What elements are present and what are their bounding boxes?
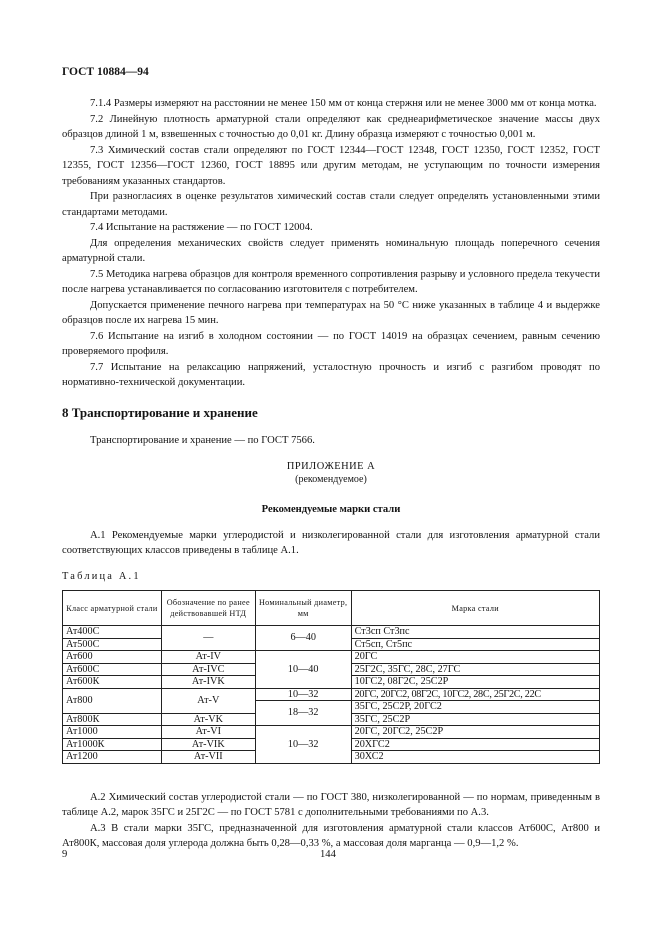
header-class: Класс арматурной стали xyxy=(63,591,162,626)
grade-cell: 20ХГС2 xyxy=(351,738,599,751)
ntd-cell: Ат-VII xyxy=(161,751,255,764)
class-cell: Ат600 xyxy=(63,651,162,664)
appendix-heading: Рекомендуемые марки стали xyxy=(261,504,401,515)
paragraph-7-6: 7.6 Испытание на изгиб в холодном состоянии — по ГОСТ 14019 на образцах сечением, равным сечению проверяемого профиля. xyxy=(62,330,600,357)
table-row xyxy=(63,688,600,701)
paragraph-7-3: 7.3 Химический состав стали определяют по ГОСТ 12344—ГОСТ 12348, ГОСТ 12350, ГОСТ 12352, ГОСТ 12355, ГОСТ 12356—ГОСТ 12360, ГОСТ 18895 или другим методам, не уступающим по точности измерения требованиям указанных стандартов. xyxy=(62,144,600,187)
ntd-cell: Ат-IVK xyxy=(161,676,255,689)
ntd-cell: Ат-VK xyxy=(161,713,255,726)
class-cell: Ат600С xyxy=(63,663,162,676)
document-body xyxy=(62,96,600,852)
diameter-cell: 10—32 xyxy=(255,688,351,701)
class-cell: Ат500С xyxy=(63,638,162,651)
class-cell: Ат1200 xyxy=(63,751,162,764)
diameter-cell: 10—32 xyxy=(255,726,351,764)
paragraph-7-5-note: Допускается применение печного нагрева при температурах на 50 °С ниже указанных в таблице 4 и выдержке образцов после их нагрева 15 мин. xyxy=(62,299,600,326)
ntd-cell: Ат-IVC xyxy=(161,663,255,676)
section-8-text: Транспортирование и хранение — по ГОСТ 7566. xyxy=(90,434,315,446)
diameter-cell: 18—32 xyxy=(255,701,351,726)
header-diameter: Номинальный диаметр, мм xyxy=(255,591,351,626)
class-cell: Ат800К xyxy=(63,713,162,726)
paragraph-7-1-4: 7.1.4 Размеры измеряют на расстоянии не менее 150 мм от конца стержня или не менее 3000 мм от конца мотка. xyxy=(90,98,597,109)
paragraph-a-3: А.3 В стали марки 35ГС, предназначенной для изготовления арматурной стали классов Ат600С, Ат800 и Ат800К, массовая доля углерода должна быть 0,28—0,33 %, а массовая доля марганца — 0,9—1,2 %. xyxy=(62,822,600,849)
class-cell: Ат600К xyxy=(63,676,162,689)
table-header-row xyxy=(63,591,600,626)
grade-cell: 20ГС xyxy=(351,651,599,664)
grade-cell: 10ГС2, 08Г2С, 25С2Р xyxy=(351,676,599,689)
diameter-cell: 10—40 xyxy=(255,651,351,689)
appendix-title: ПРИЛОЖЕНИЕ А xyxy=(286,461,376,472)
ntd-cell: Ат-IV xyxy=(161,651,255,664)
paragraph-7-4: 7.4 Испытание на растяжение — по ГОСТ 12004. xyxy=(90,222,313,233)
grade-cell: Ст3сп Ст3пс xyxy=(351,626,599,639)
paragraph-a-2: А.2 Химический состав углеродистой стали — по ГОСТ 380, низколегированной — по нормам, приведенным в таблице А.2, марок 35ГС и 25Г2С — по ГОСТ 5781 с дополнительными требованиями по А.3. xyxy=(62,791,600,818)
grade-cell: 25Г2С, 35ГС, 28С, 27ГС xyxy=(351,663,599,676)
section-8-title: 8 Транспортирование и хранение xyxy=(62,404,258,420)
grade-cell: 20ГС, 20ГС2, 08Г2С, 10ГС2, 28С, 25Г2С, 22С xyxy=(351,688,599,701)
paragraph-7-2: 7.2 Линейную плотность арматурной стали определяют как среднеарифметическое значение массы двух образцов длиной 1 м, взвешенных с точностью до 0,01 кг. Длину образца измеряют с точностью 0,001 м. xyxy=(62,113,600,140)
class-cell: Ат1000 xyxy=(63,726,162,739)
page-number-center: 144 xyxy=(320,849,336,860)
grade-cell: 30ХС2 xyxy=(351,751,599,764)
paragraph-7-4-note: Для определения механических свойств следует применять номинальную площадь поперечного сечения арматурной стали. xyxy=(62,237,600,264)
table-row xyxy=(63,651,600,664)
grade-cell: 35ГС, 25С2Р xyxy=(351,713,599,726)
paragraph-7-7: 7.7 Испытание на релаксацию напряжений, усталостную прочность и изгиб с разгибом проводят по нормативно-технической документации. xyxy=(62,361,600,388)
header-ntd: Обозначение по ранее действовавшей НТД xyxy=(161,591,255,626)
class-cell: Ат1000К xyxy=(63,738,162,751)
table-row xyxy=(63,626,600,639)
class-cell: Ат400С xyxy=(63,626,162,639)
appendix-subtitle: (рекомендуемое) xyxy=(295,474,367,485)
grade-cell: 20ГС, 20ГС2, 25С2Р xyxy=(351,726,599,739)
table-caption: Таблица А.1 xyxy=(62,570,141,582)
steel-grades-table xyxy=(62,590,600,764)
appendix-intro: А.1 Рекомендуемые марки углеродистой и низколегированной стали для изготовления арматурной стали соответствующих классов приведены в таблице А.1. xyxy=(62,529,600,556)
ntd-cell: Ат-VIK xyxy=(161,738,255,751)
paragraph-7-5: 7.5 Методика нагрева образцов для контроля временного сопротивления разрыву и условного предела текучести после нагрева устанавливается по согласованию изготовителя с потребителем. xyxy=(62,268,600,295)
document-header: ГОСТ 10884—94 xyxy=(62,66,149,78)
table-row xyxy=(63,726,600,739)
header-grade: Марка стали xyxy=(351,591,599,626)
page-number-left: 9 xyxy=(62,849,68,860)
ntd-cell: — xyxy=(161,626,255,651)
diameter-cell: 6—40 xyxy=(255,626,351,651)
ntd-cell: Ат-V xyxy=(161,688,255,713)
ntd-cell: Ат-VI xyxy=(161,726,255,739)
class-cell: Ат800 xyxy=(63,688,162,713)
grade-cell: 35ГС, 25С2Р, 20ГС2 xyxy=(351,701,599,714)
grade-cell: Ст5сп, Ст5пс xyxy=(351,638,599,651)
paragraph-7-3-note: При разногласиях в оценке результатов химический состав стали следует определять установленными этими стандартами методами. xyxy=(62,191,600,218)
